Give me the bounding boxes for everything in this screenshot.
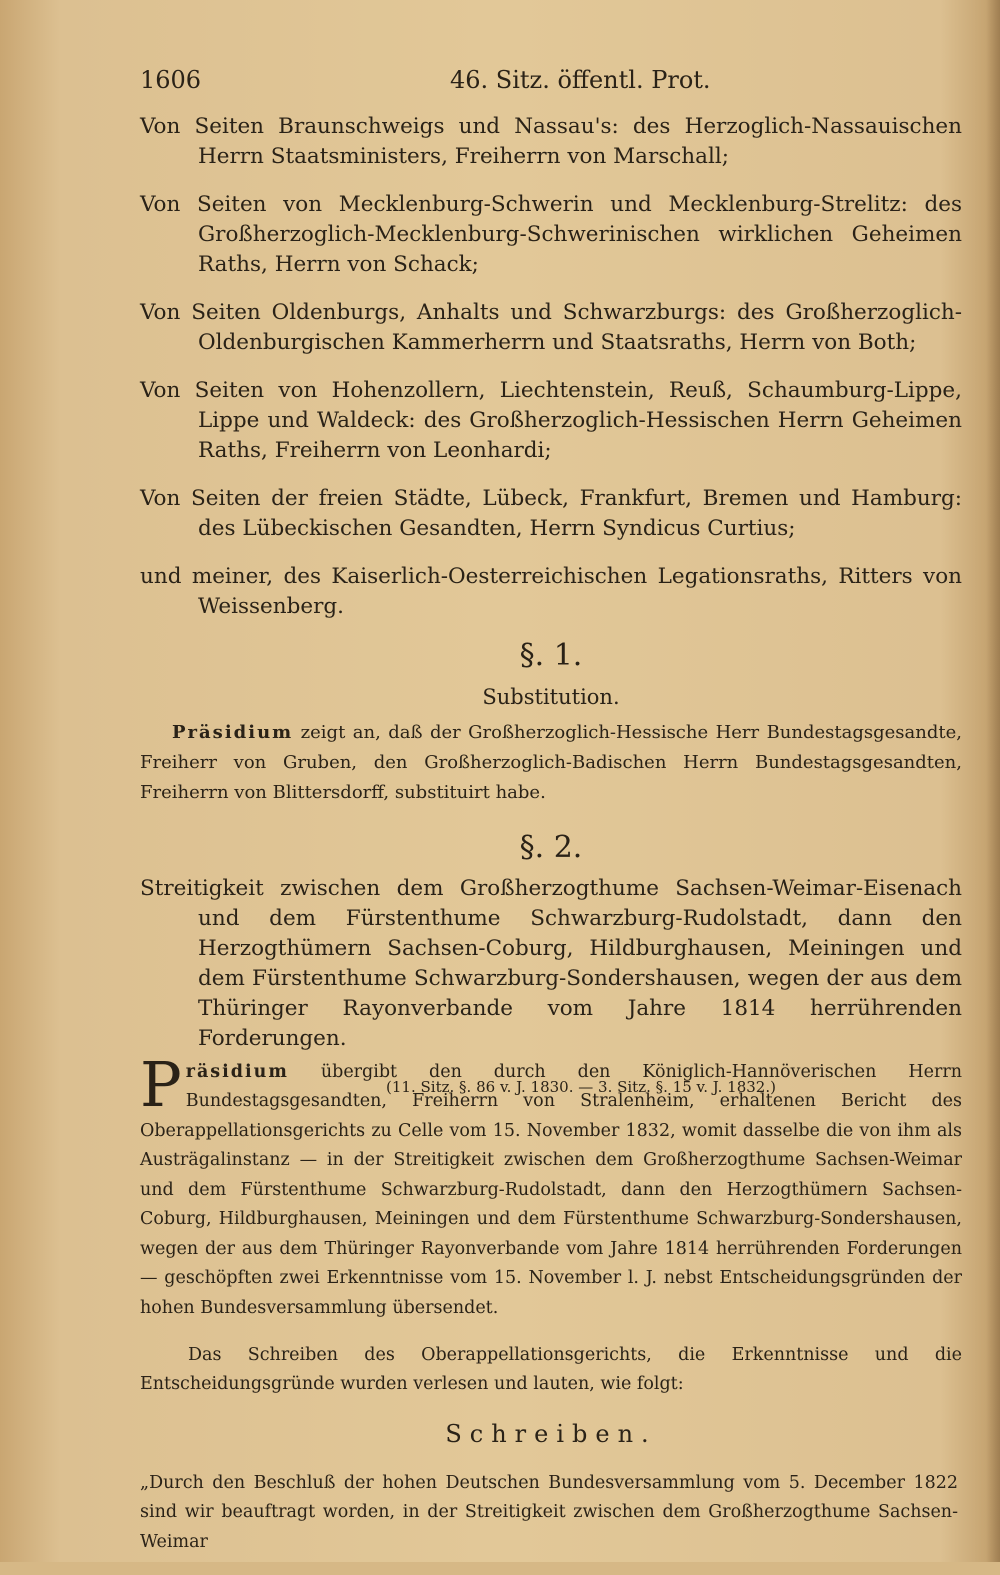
praesidium-text: übergibt den durch den Königlich-Hannöverischen Herrn Bundestagsgesandten, Freiherrn von Stralenheim, erhaltenen Bericht des Oberappellationsgerichts zu Celle vom 15. November 1832, womit dasselbe die von ihm als Austrägalinstanz — in der Streitigkeit zwischen dem Großherzogthume Sachsen-Weimar und dem Fürstenthume Schwarzburg-Rudolstadt, dann den Herzogthümern Sachsen-Coburg, Hildburghausen, Meiningen und dem Fürstenthume Schwarzburg-Sondershausen, wegen der aus dem Thüringer Rayonverbande vom Jahre 1814 herrührenden Forderungen — geschöpften zwei Erkenntnisse vom 15. November l. J. nebst Entscheidungsgründen der hohen Bundesversammlung übersendet. (140, 1061, 962, 1318)
section-2-citation: (11. Sitz. §. 86 v. J. 1830. — 3. Sitz. §. 15 v. J. 1832.) (386, 1077, 776, 1096)
section-2-heading: Streitigkeit zwischen dem Großherzogthume Sachsen-Weimar-Eisenach und dem Fürstenthume Schwarzburg-Rudolstadt, dann den Herzogthümern Sachsen-Coburg, Hildburghausen, Meiningen und dem Fürstenthume Schwarzburg-Sondershausen, wegen der aus dem Thüringer Rayonverbande vom Jahre 1814 herrührenden Forderungen. (140, 876, 962, 1051)
praesidium-lead: räsidium (185, 1061, 289, 1082)
attendance-entry: und meiner, des Kaiserlich-Oesterreichischen Legationsraths, Ritters von Weissenberg. (140, 564, 962, 619)
schreiben-text: „Durch den Beschluß der hohen Deutschen Bundesversammlung vom 5. December 1822 sind wir beauftragt worden, in der Streitigkeit zwischen dem Großherzogthume Sachsen-Weimar (140, 1472, 958, 1552)
attendance-entry: Von Seiten Oldenburgs, Anhalts und Schwarzburgs: des Großherzoglich-Oldenburgischen Kammerherrn und Staatsraths, Herrn von Both; (140, 300, 962, 355)
page-header (140, 62, 960, 102)
page-number: 1606 (140, 66, 202, 94)
section-1-title: §. 1. (519, 638, 583, 673)
schreiben-title: Schreiben. (445, 1420, 657, 1448)
attendance-entry: Von Seiten von Hohenzollern, Liechtenstein, Reuß, Schaumburg-Lippe, Lippe und Waldeck: des Großherzoglich-Hessischen Herrn Geheimen Raths, Freiherrn von Leonhardi; (140, 378, 962, 463)
drop-cap: P (140, 1047, 182, 1121)
praesidium-lead: Präsidium (172, 722, 294, 743)
running-title: 46. Sitz. öffentl. Prot. (450, 66, 711, 94)
section-1-subtitle: Substitution. (482, 685, 620, 709)
section-2-title: §. 2. (519, 830, 583, 865)
section-1 (140, 636, 962, 826)
page-edge-shadow (986, 0, 1000, 1562)
attendance-entry: Von Seiten der freien Städte, Lübeck, Frankfurt, Bremen und Hamburg: des Lübeckischen Gesandten, Herrn Syndicus Curtius; (140, 486, 962, 541)
attendance-entry: Von Seiten Braunschweigs und Nassau's: des Herzoglich-Nassauischen Herrn Staatsministers, Freiherrn von Marschall; (140, 114, 962, 169)
attendance-list (140, 112, 962, 622)
praesidium-paragraph (140, 1047, 962, 1324)
praesidium-second-paragraph: Das Schreiben des Oberappellationsgerichts, die Erkenntnisse und die Entscheidungsgründe wurden verlesen und lauten, wie folgt: (140, 1344, 962, 1394)
section-1-body: zeigt an, daß der Großherzoglich-Hessische Herr Bundestagsgesandte, Freiherr von Gruben, den Großherzoglich-Badischen Herrn Bundestagsgesandten, Freiherrn von Blittersdorff, substituirt habe. (140, 722, 962, 803)
section-1-text (140, 718, 962, 808)
praesidium-block (140, 1040, 962, 1575)
attendance-entry: Von Seiten von Mecklenburg-Schwerin und Mecklenburg-Strelitz: des Großherzoglich-Mecklenburg-Schwerinischen wirklichen Geheimen Raths, Herrn von Schack; (140, 192, 962, 277)
